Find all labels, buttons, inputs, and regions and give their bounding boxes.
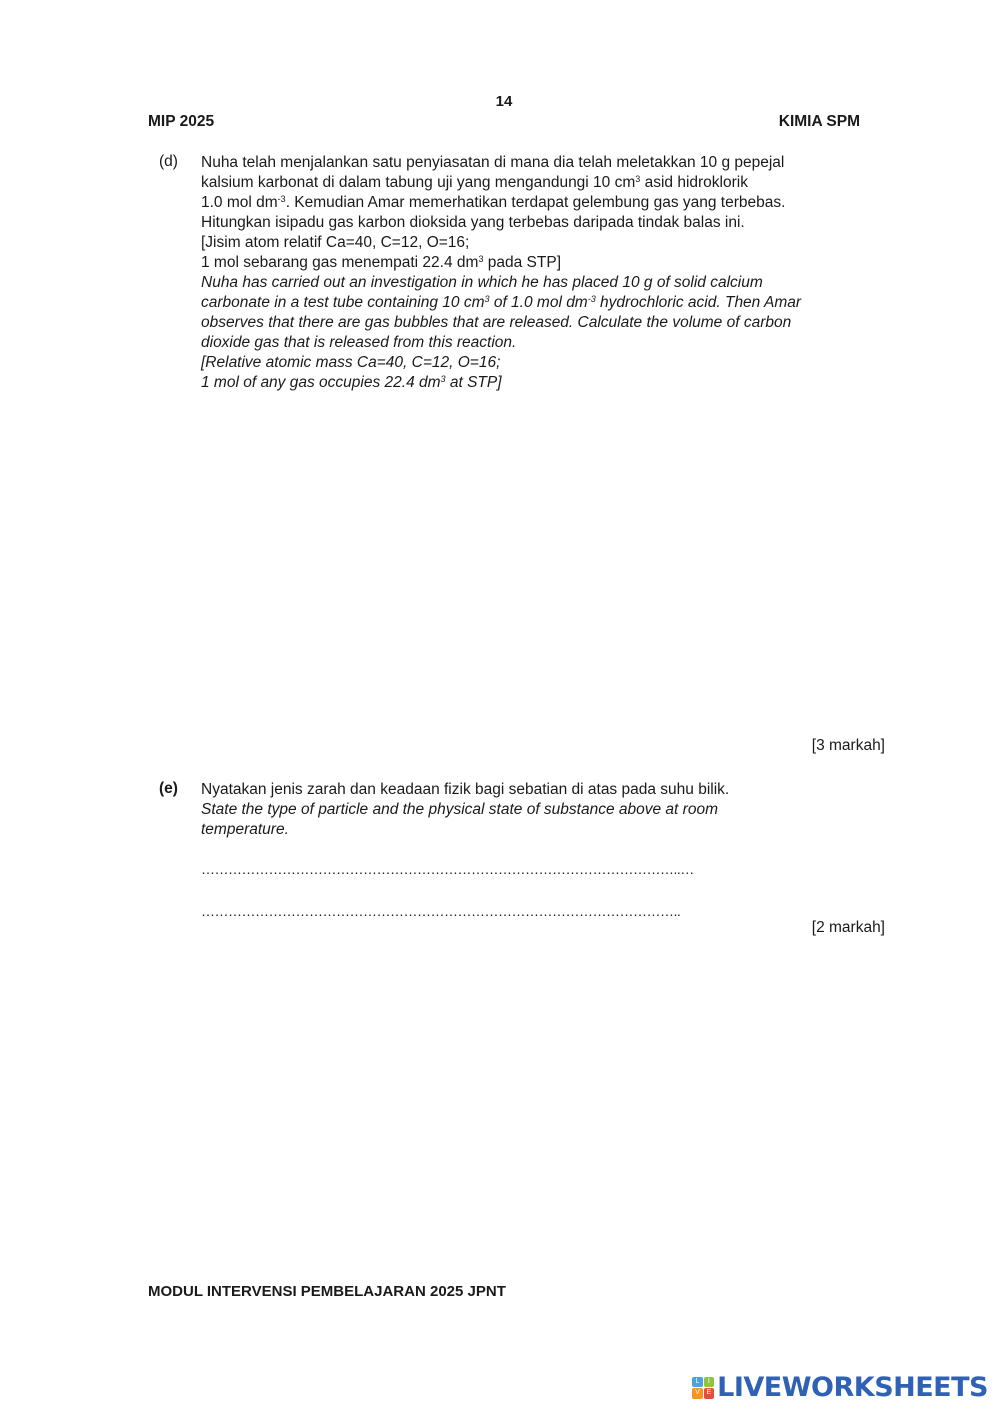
question-d-marks: [3 markah] xyxy=(811,737,885,754)
question-d-english-line: carbonate in a test tube containing 10 $cm^3$ of 1.0 mol $dm^{-3}$ hydrochloric acid. Then Amar xyxy=(201,294,802,311)
header-right: KIMIA SPM xyxy=(778,113,860,130)
question-d-malay-line: Nuha telah menjalankan satu penyiasatan di mana dia telah meletakkan 10 g pepejal xyxy=(201,154,785,171)
question-d-english-line: 1 mol of any gas occupies 22.4 $dm^3$ at STP] xyxy=(201,374,502,391)
question-d-malay-line: kalsium karbonat di dalam tabung uji yang mengandungi 10 $cm^3$ asid hidroklorik xyxy=(201,174,748,191)
superscript: 3 xyxy=(635,174,641,184)
liveworksheets-brand[interactable] xyxy=(692,1372,988,1403)
question-d-malay-line: 1 mol sebarang gas menempati 22.4 $dm^3$ pada STP] xyxy=(201,254,561,271)
question-e-malay: Nyatakan jenis zarah dan keadaan fizik bagi sebatian di atas pada suhu bilik. xyxy=(201,781,730,798)
header-left: MIP 2025 xyxy=(148,113,215,130)
liveworksheets-text: LIVEWORKSHEETS xyxy=(717,1372,988,1403)
logo-tile: E xyxy=(704,1388,715,1399)
logo-tile: V xyxy=(692,1388,703,1399)
liveworksheets-logo-icon xyxy=(692,1377,714,1399)
question-d-english-line: dioxide gas that is released from this reaction. xyxy=(201,334,517,351)
question-e-body xyxy=(201,780,891,840)
answer-line-1[interactable]: ……………………………………………………………………………………………..… xyxy=(201,861,694,877)
question-d-malay xyxy=(201,153,891,273)
logo-tile: I xyxy=(704,1377,715,1388)
question-d-label: (d) xyxy=(159,153,178,170)
question-e-english-line: State the type of particle and the physical state of substance above at room xyxy=(201,801,718,818)
question-d-english-line: observes that there are gas bubbles that are released. Calculate the volume of carbon xyxy=(201,314,792,331)
question-d-english-line: Nuha has carried out an investigation in which he has placed 10 g of solid calcium xyxy=(201,274,763,291)
question-d-body xyxy=(201,153,891,393)
page-number: 14 xyxy=(495,93,513,110)
question-e-english-line: temperature. xyxy=(201,821,289,838)
page-footer: MODUL INTERVENSI PEMBELAJARAN 2025 JPNT xyxy=(148,1283,506,1300)
question-d-english xyxy=(201,273,891,393)
answer-line-2[interactable]: …………………………………………………………………………………………….. xyxy=(201,903,681,919)
question-d-malay-line: Hitungkan isipadu gas karbon dioksida yang terbebas daripada tindak balas ini. xyxy=(201,214,745,231)
superscript: -3 xyxy=(587,294,596,304)
question-d-english-line: [Relative atomic mass Ca=40, C=12, O=16; xyxy=(201,354,501,371)
superscript: -3 xyxy=(277,194,286,204)
superscript: 3 xyxy=(484,294,490,304)
question-e-label: (e) xyxy=(159,780,178,797)
superscript: 3 xyxy=(478,254,484,264)
superscript: 3 xyxy=(440,374,446,384)
question-d-malay-line: [Jisim atom relatif Ca=40, C=12, O=16; xyxy=(201,234,470,251)
question-d-malay-line: 1.0 mol $dm^{-3}$. Kemudian Amar memerhatikan terdapat gelembung gas yang terbebas. xyxy=(201,194,786,211)
question-e-marks: [2 markah] xyxy=(811,919,885,936)
logo-tile: L xyxy=(692,1377,703,1388)
